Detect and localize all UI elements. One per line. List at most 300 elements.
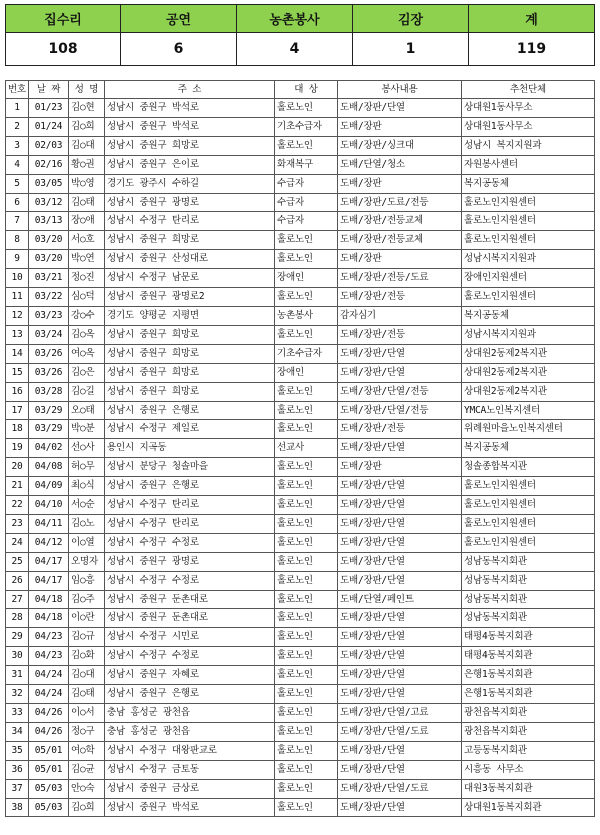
row-date: 03/23 [29, 306, 69, 325]
table-row [6, 704, 595, 723]
row-name: 오명자 [69, 552, 105, 571]
row-date: 04/09 [29, 477, 69, 496]
table-row [6, 136, 595, 155]
row-number: 10 [6, 269, 29, 288]
table-row [6, 514, 595, 533]
row-name: 허○무 [69, 458, 105, 477]
row-name: 서○순 [69, 496, 105, 515]
row-recommender: 복지공동체 [462, 174, 595, 193]
row-number: 13 [6, 325, 29, 344]
row-date: 04/02 [29, 439, 69, 458]
row-service: 도배/장판/단열 [338, 571, 462, 590]
row-date: 03/29 [29, 420, 69, 439]
row-address: 성남시 수정구 탄리로 [105, 212, 275, 231]
row-address: 성남시 수정구 금토동 [105, 760, 275, 779]
row-date: 03/26 [29, 344, 69, 363]
row-date: 03/29 [29, 401, 69, 420]
row-number: 25 [6, 552, 29, 571]
row-address: 성남시 분당구 청솔마을 [105, 458, 275, 477]
row-name: 김○균 [69, 760, 105, 779]
table-row [6, 779, 595, 798]
row-address: 성남시 중원구 희망로 [105, 136, 275, 155]
table-row [6, 458, 595, 477]
table-row [6, 193, 595, 212]
summary-header-performance: 공연 [121, 5, 237, 33]
row-target: 홀로노인 [275, 477, 338, 496]
table-row [6, 666, 595, 685]
header-recommender: 추천단체 [462, 81, 595, 99]
row-target: 홀로노인 [275, 571, 338, 590]
row-number: 3 [6, 136, 29, 155]
header-date: 날 짜 [29, 81, 69, 99]
row-target: 선교사 [275, 439, 338, 458]
row-number: 8 [6, 231, 29, 250]
row-target: 홀로노인 [275, 704, 338, 723]
row-target: 홀로노인 [275, 514, 338, 533]
row-target: 홀로노인 [275, 382, 338, 401]
summary-value-row [6, 33, 595, 66]
row-number: 6 [6, 193, 29, 212]
row-service: 도배/장판/단열 [338, 533, 462, 552]
row-target: 홀로노인 [275, 685, 338, 704]
row-address: 충남 홍성군 광천읍 [105, 722, 275, 741]
row-number: 16 [6, 382, 29, 401]
row-address: 성남시 수정구 탄리로 [105, 496, 275, 515]
row-number: 18 [6, 420, 29, 439]
row-target: 홀로노인 [275, 496, 338, 515]
row-date: 04/23 [29, 647, 69, 666]
row-target: 수급자 [275, 174, 338, 193]
row-address: 성남시 중원구 은행로 [105, 477, 275, 496]
row-number: 9 [6, 250, 29, 269]
row-target: 수급자 [275, 212, 338, 231]
table-row [6, 685, 595, 704]
row-name: 서○호 [69, 231, 105, 250]
row-number: 37 [6, 779, 29, 798]
row-date: 03/24 [29, 325, 69, 344]
row-date: 04/24 [29, 685, 69, 704]
row-target: 홀로노인 [275, 779, 338, 798]
row-date: 04/17 [29, 552, 69, 571]
row-recommender: 태평4동복지회관 [462, 628, 595, 647]
row-number: 33 [6, 704, 29, 723]
row-target: 농촌봉사 [275, 306, 338, 325]
row-name: 김○화 [69, 647, 105, 666]
row-recommender: 성남시 복지지원과 [462, 136, 595, 155]
summary-header-repair: 집수리 [6, 5, 121, 33]
summary-header-kimjang: 김장 [353, 5, 469, 33]
row-recommender: 상대원2동제2복지관 [462, 344, 595, 363]
summary-header-farm-volunteer: 농촌봉사 [237, 5, 353, 33]
row-target: 홀로노인 [275, 628, 338, 647]
row-service: 도배/장판/단열 [338, 609, 462, 628]
row-date: 03/22 [29, 288, 69, 307]
summary-table [5, 4, 595, 66]
row-service: 도배/장판/전등교체 [338, 212, 462, 231]
row-name: 장○애 [69, 212, 105, 231]
row-address: 성남시 수정구 탄리로 [105, 514, 275, 533]
row-target: 홀로노인 [275, 666, 338, 685]
row-name: 오○태 [69, 401, 105, 420]
row-date: 04/18 [29, 590, 69, 609]
row-service: 도배/장판/단열/전등 [338, 382, 462, 401]
summary-header-total: 계 [469, 5, 595, 33]
row-service: 도배/장판 [338, 117, 462, 136]
row-address: 성남시 중원구 금상로 [105, 779, 275, 798]
table-row [6, 250, 595, 269]
row-number: 34 [6, 722, 29, 741]
row-address: 성남시 중원구 희망로 [105, 344, 275, 363]
row-target: 기초수급자 [275, 344, 338, 363]
row-recommender: 상대원2동제2복지관 [462, 382, 595, 401]
row-number: 4 [6, 155, 29, 174]
header-service: 봉사내용 [338, 81, 462, 99]
row-target: 홀로노인 [275, 647, 338, 666]
row-number: 29 [6, 628, 29, 647]
row-address: 성남시 중원구 둔촌대로 [105, 609, 275, 628]
row-service: 도배/장판/단열 [338, 477, 462, 496]
row-address: 충남 홍성군 광천읍 [105, 704, 275, 723]
row-date: 04/08 [29, 458, 69, 477]
header-target: 대 상 [275, 81, 338, 99]
table-row [6, 325, 595, 344]
row-address: 성남시 중원구 박석로 [105, 117, 275, 136]
row-recommender: 고등동복지회관 [462, 741, 595, 760]
row-date: 02/16 [29, 155, 69, 174]
row-number: 15 [6, 363, 29, 382]
row-recommender: 은행1동복지회관 [462, 666, 595, 685]
row-date: 04/12 [29, 533, 69, 552]
row-date: 01/23 [29, 99, 69, 118]
row-date: 02/03 [29, 136, 69, 155]
row-number: 7 [6, 212, 29, 231]
row-number: 22 [6, 496, 29, 515]
table-row [6, 496, 595, 515]
row-service: 도배/장판/단열 [338, 628, 462, 647]
row-name: 박○분 [69, 420, 105, 439]
row-address: 성남시 중원구 은행로 [105, 685, 275, 704]
row-target: 홀로노인 [275, 590, 338, 609]
table-row [6, 722, 595, 741]
summary-value-repair: 108 [6, 33, 121, 66]
row-name: 최○식 [69, 477, 105, 496]
row-name: 박○연 [69, 250, 105, 269]
row-name: 이○열 [69, 533, 105, 552]
row-service: 도배/장판/단열/전등 [338, 401, 462, 420]
table-row [6, 306, 595, 325]
row-number: 23 [6, 514, 29, 533]
row-address: 성남시 중원구 희망로 [105, 325, 275, 344]
row-recommender: 성남동복지회관 [462, 590, 595, 609]
row-target: 홀로노인 [275, 136, 338, 155]
row-number: 1 [6, 99, 29, 118]
row-service: 도배/장판 [338, 458, 462, 477]
row-recommender: 홀로노인지원센터 [462, 496, 595, 515]
row-target: 기초수급자 [275, 117, 338, 136]
row-date: 05/03 [29, 779, 69, 798]
row-service: 도배/장판 [338, 250, 462, 269]
row-address: 성남시 중원구 광명로2 [105, 288, 275, 307]
row-date: 03/12 [29, 193, 69, 212]
row-address: 성남시 중원구 광명로 [105, 552, 275, 571]
table-row [6, 155, 595, 174]
row-address: 경기도 양평군 지평면 [105, 306, 275, 325]
row-address: 성남시 중원구 둔촌대로 [105, 590, 275, 609]
row-target: 홀로노인 [275, 798, 338, 817]
row-name: 김○희 [69, 798, 105, 817]
row-service: 도배/장판/단열 [338, 741, 462, 760]
row-service: 도배/장판/단열 [338, 99, 462, 118]
row-name: 김○길 [69, 382, 105, 401]
row-address: 성남시 중원구 은이로 [105, 155, 275, 174]
row-address: 성남시 수정구 제일로 [105, 420, 275, 439]
row-target: 홀로노인 [275, 458, 338, 477]
row-name: 이○서 [69, 704, 105, 723]
row-target: 홀로노인 [275, 99, 338, 118]
table-row [6, 439, 595, 458]
row-service: 도배/장판/단열/도료 [338, 779, 462, 798]
row-address: 성남시 중원구 광명로 [105, 193, 275, 212]
row-name: 여○학 [69, 741, 105, 760]
row-number: 5 [6, 174, 29, 193]
row-service: 도배/장판/단열 [338, 496, 462, 515]
row-recommender: 상대원1동복지회관 [462, 798, 595, 817]
row-address: 성남시 수정구 수정로 [105, 647, 275, 666]
row-recommender: 홀로노인지원센터 [462, 212, 595, 231]
row-recommender: 홀로노인지원센터 [462, 231, 595, 250]
row-recommender: 장애인지원센터 [462, 269, 595, 288]
row-address: 성남시 중원구 박석로 [105, 798, 275, 817]
row-number: 35 [6, 741, 29, 760]
row-name: 김○현 [69, 99, 105, 118]
row-date: 03/20 [29, 250, 69, 269]
table-row [6, 533, 595, 552]
row-service: 도배/단열/페인트 [338, 590, 462, 609]
row-target: 홀로노인 [275, 250, 338, 269]
table-row [6, 212, 595, 231]
row-date: 04/18 [29, 609, 69, 628]
row-date: 04/11 [29, 514, 69, 533]
row-target: 홀로노인 [275, 552, 338, 571]
header-name: 성 명 [69, 81, 105, 99]
row-number: 14 [6, 344, 29, 363]
row-address: 용인시 지곡동 [105, 439, 275, 458]
row-name: 김○희 [69, 117, 105, 136]
table-row [6, 382, 595, 401]
row-name: 김○주 [69, 590, 105, 609]
row-address: 성남시 중원구 희망로 [105, 363, 275, 382]
row-date: 03/21 [29, 269, 69, 288]
row-date: 04/24 [29, 666, 69, 685]
row-recommender: 광천읍복지회관 [462, 722, 595, 741]
row-address: 성남시 중원구 자혜로 [105, 666, 275, 685]
row-recommender: 대원3동복지회관 [462, 779, 595, 798]
row-date: 04/10 [29, 496, 69, 515]
row-name: 정○진 [69, 269, 105, 288]
row-recommender: 성남동복지회관 [462, 552, 595, 571]
row-number: 36 [6, 760, 29, 779]
row-name: 김○규 [69, 628, 105, 647]
row-recommender: 성남동복지회관 [462, 609, 595, 628]
row-target: 화재복구 [275, 155, 338, 174]
table-row [6, 609, 595, 628]
row-target: 홀로노인 [275, 722, 338, 741]
row-date: 05/03 [29, 798, 69, 817]
summary-value-total: 119 [469, 33, 595, 66]
summary-value-kimjang: 1 [353, 33, 469, 66]
row-target: 수급자 [275, 193, 338, 212]
table-row [6, 344, 595, 363]
row-service: 도배/장판/단열 [338, 798, 462, 817]
header-number: 번호 [6, 81, 29, 99]
row-number: 27 [6, 590, 29, 609]
summary-value-performance: 6 [121, 33, 237, 66]
row-service: 도배/장판/단열 [338, 363, 462, 382]
row-service: 도배/장판/전등 [338, 325, 462, 344]
row-date: 04/17 [29, 571, 69, 590]
row-name: 김○대 [69, 136, 105, 155]
row-target: 홀로노인 [275, 741, 338, 760]
table-row [6, 363, 595, 382]
row-address: 성남시 중원구 희망로 [105, 382, 275, 401]
summary-header-row [6, 5, 595, 33]
row-address: 성남시 수정구 대왕판교로 [105, 741, 275, 760]
row-date: 03/13 [29, 212, 69, 231]
row-target: 장애인 [275, 363, 338, 382]
table-row [6, 420, 595, 439]
row-date: 03/20 [29, 231, 69, 250]
row-recommender: 홀로노인지원센터 [462, 533, 595, 552]
row-target: 홀로노인 [275, 401, 338, 420]
row-name: 황○권 [69, 155, 105, 174]
row-service: 도배/장판/도료/전등 [338, 193, 462, 212]
row-service: 도배/장판/단열 [338, 344, 462, 363]
row-date: 04/26 [29, 722, 69, 741]
row-number: 31 [6, 666, 29, 685]
row-target: 홀로노인 [275, 420, 338, 439]
row-target: 홀로노인 [275, 609, 338, 628]
row-name: 안○숙 [69, 779, 105, 798]
row-date: 04/26 [29, 704, 69, 723]
table-row [6, 99, 595, 118]
row-service: 도배/장판/단열 [338, 439, 462, 458]
row-recommender: 복지공동체 [462, 439, 595, 458]
row-date: 05/01 [29, 760, 69, 779]
row-service: 도배/단열/청소 [338, 155, 462, 174]
row-recommender: 성남동복지회관 [462, 571, 595, 590]
row-target: 홀로노인 [275, 231, 338, 250]
row-service: 도배/장판 [338, 174, 462, 193]
row-number: 12 [6, 306, 29, 325]
row-name: 이○란 [69, 609, 105, 628]
row-address: 성남시 수정구 시민로 [105, 628, 275, 647]
row-service: 감자심기 [338, 306, 462, 325]
row-target: 홀로노인 [275, 325, 338, 344]
row-number: 26 [6, 571, 29, 590]
row-service: 도배/장판/싱크대 [338, 136, 462, 155]
row-recommender: 시흥동 사무소 [462, 760, 595, 779]
row-name: 박○영 [69, 174, 105, 193]
row-number: 30 [6, 647, 29, 666]
row-recommender: 홀로노인지원센터 [462, 514, 595, 533]
row-recommender: 태평4동복지회관 [462, 647, 595, 666]
row-name: 심○덕 [69, 288, 105, 307]
row-number: 32 [6, 685, 29, 704]
table-row [6, 117, 595, 136]
row-name: 김○노 [69, 514, 105, 533]
row-recommender: 은행1동복지회관 [462, 685, 595, 704]
row-recommender: 홀로노인지원센터 [462, 477, 595, 496]
row-target: 홀로노인 [275, 533, 338, 552]
table-row [6, 174, 595, 193]
row-recommender: 홀로노인지원센터 [462, 193, 595, 212]
header-address: 주 소 [105, 81, 275, 99]
row-service: 도배/장판/단열 [338, 552, 462, 571]
table-row [6, 741, 595, 760]
row-service: 도배/장판/단열/도료 [338, 722, 462, 741]
row-date: 03/28 [29, 382, 69, 401]
row-recommender: 상대원1동사무소 [462, 99, 595, 118]
row-recommender: 성남시복지지원과 [462, 325, 595, 344]
row-service: 도배/장판/전등교체 [338, 231, 462, 250]
volunteer-record-table [5, 80, 595, 817]
row-address: 성남시 수정구 수정로 [105, 533, 275, 552]
row-service: 도배/장판/단열 [338, 685, 462, 704]
row-name: 김○태 [69, 193, 105, 212]
row-service: 도배/장판/전등 [338, 288, 462, 307]
summary-value-farm-volunteer: 4 [237, 33, 353, 66]
row-address: 성남시 중원구 은행로 [105, 401, 275, 420]
row-service: 도배/장판/단열 [338, 666, 462, 685]
row-date: 01/24 [29, 117, 69, 136]
table-row [6, 760, 595, 779]
table-body [6, 99, 595, 817]
table-row [6, 628, 595, 647]
row-address: 성남시 수정구 남문로 [105, 269, 275, 288]
row-date: 03/26 [29, 363, 69, 382]
row-service: 도배/장판/단열 [338, 647, 462, 666]
row-address: 성남시 중원구 산성대로 [105, 250, 275, 269]
row-name: 김○옥 [69, 325, 105, 344]
row-name: 여○옥 [69, 344, 105, 363]
row-number: 38 [6, 798, 29, 817]
row-target: 홀로노인 [275, 760, 338, 779]
row-date: 05/01 [29, 741, 69, 760]
row-number: 28 [6, 609, 29, 628]
table-row [6, 552, 595, 571]
row-name: 강○수 [69, 306, 105, 325]
table-row [6, 288, 595, 307]
row-service: 도배/장판/전등 [338, 420, 462, 439]
row-recommender: 성남시복지지원과 [462, 250, 595, 269]
table-row [6, 477, 595, 496]
table-row [6, 401, 595, 420]
row-name: 정○구 [69, 722, 105, 741]
row-name: 김○대 [69, 666, 105, 685]
row-name: 임○흥 [69, 571, 105, 590]
table-row [6, 590, 595, 609]
row-service: 도배/장판/단열 [338, 514, 462, 533]
row-recommender: 청솔종합복지관 [462, 458, 595, 477]
row-service: 도배/장판/단열 [338, 760, 462, 779]
row-date: 04/23 [29, 628, 69, 647]
table-row [6, 571, 595, 590]
row-target: 홀로노인 [275, 288, 338, 307]
row-recommender: 위례원마을노인복지센터 [462, 420, 595, 439]
row-recommender: 복지공동체 [462, 306, 595, 325]
row-address: 성남시 수정구 수정로 [105, 571, 275, 590]
row-number: 19 [6, 439, 29, 458]
